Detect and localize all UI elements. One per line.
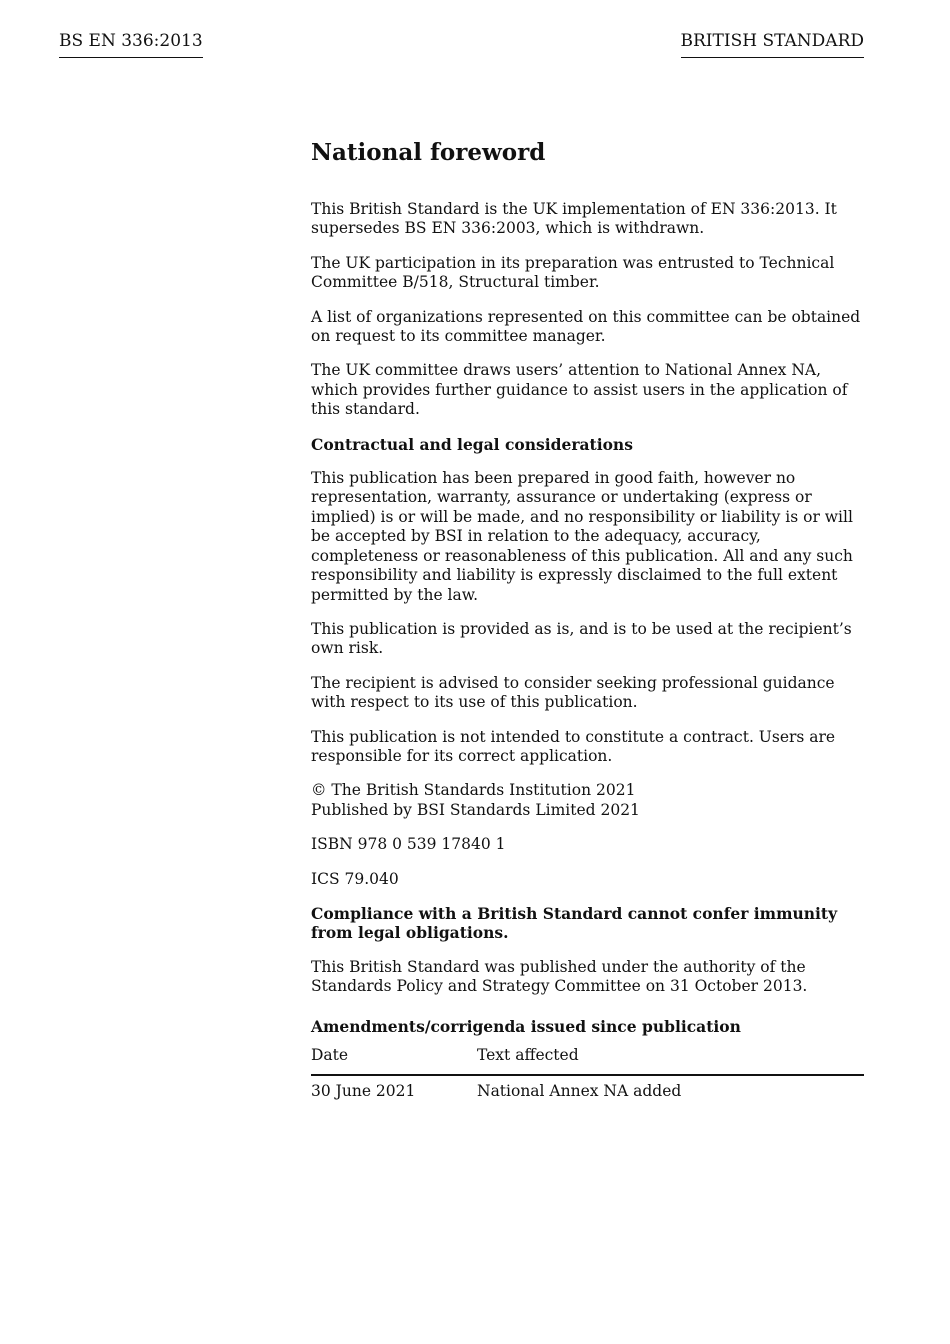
- column-header-text-affected: Text affected: [477, 1046, 864, 1075]
- compliance-statement: Compliance with a British Standard cannot confer immunity from legal obligations.: [311, 903, 838, 943]
- document-number: BS EN 336:2013: [59, 30, 203, 58]
- publisher-text: Published by BSI Standards Limited 2021: [311, 800, 640, 819]
- intro-paragraph: A list of organizations represented on this committee can be obtained on request to its committee manager.: [311, 307, 861, 346]
- page-title: National foreword: [311, 139, 546, 166]
- intro-paragraph: The UK committee draws users’ attention to National Annex NA, which provides further guidance to assist users in the application of this standard.: [311, 361, 848, 419]
- national-foreword-section: [311, 138, 866, 1102]
- ics-text: ICS 79.040: [311, 869, 399, 888]
- contractual-heading: Contractual and legal considerations: [311, 434, 633, 454]
- contractual-paragraph: This publication has been prepared in good faith, however no representation, warranty, assurance or undertaking (express or implied) is or will be made, and no responsibility or liability is or will be accepted by BSI in relation to the adequacy, accuracy, completeness or reasonableness of this publication. All and any such responsibility and liability is expressly disclaimed to the full extent permitted by the law.: [311, 469, 853, 604]
- contractual-paragraph: The recipient is advised to consider seeking professional guidance with respect to its use of this publication.: [311, 673, 835, 712]
- contractual-paragraph: This publication is provided as is, and is to be used at the recipient’s own risk.: [311, 619, 852, 658]
- amendment-text: National Annex NA added: [477, 1082, 682, 1101]
- contractual-paragraph: This publication is not intended to constitute a contract. Users are responsible for its correct application.: [311, 727, 836, 765]
- authority-statement: This British Standard was published under the authority of the Standards Policy and Strategy Committee on 31 October 2013.: [311, 957, 808, 996]
- document-type: BRITISH STANDARD: [681, 30, 864, 58]
- table-row: [311, 1075, 864, 1101]
- copyright-block: [311, 781, 866, 820]
- intro-paragraph: This British Standard is the UK implementation of EN 336:2013. It supersedes BS EN 336:2003, which is withdrawn.: [311, 200, 837, 238]
- amendments-title: Amendments/corrigenda issued since publication: [311, 1016, 741, 1036]
- table-header-row: [311, 1046, 864, 1075]
- amendment-date: 30 June 2021: [311, 1082, 416, 1101]
- copyright-text: © The British Standards Institution 2021: [311, 781, 636, 800]
- intro-paragraph: The UK participation in its preparation was entrusted to Technical Committee B/518, Structural timber.: [311, 253, 835, 292]
- column-header-date: Date: [311, 1046, 477, 1075]
- amendments-table: [311, 1046, 864, 1102]
- isbn-text: ISBN 978 0 539 17840 1: [311, 835, 506, 854]
